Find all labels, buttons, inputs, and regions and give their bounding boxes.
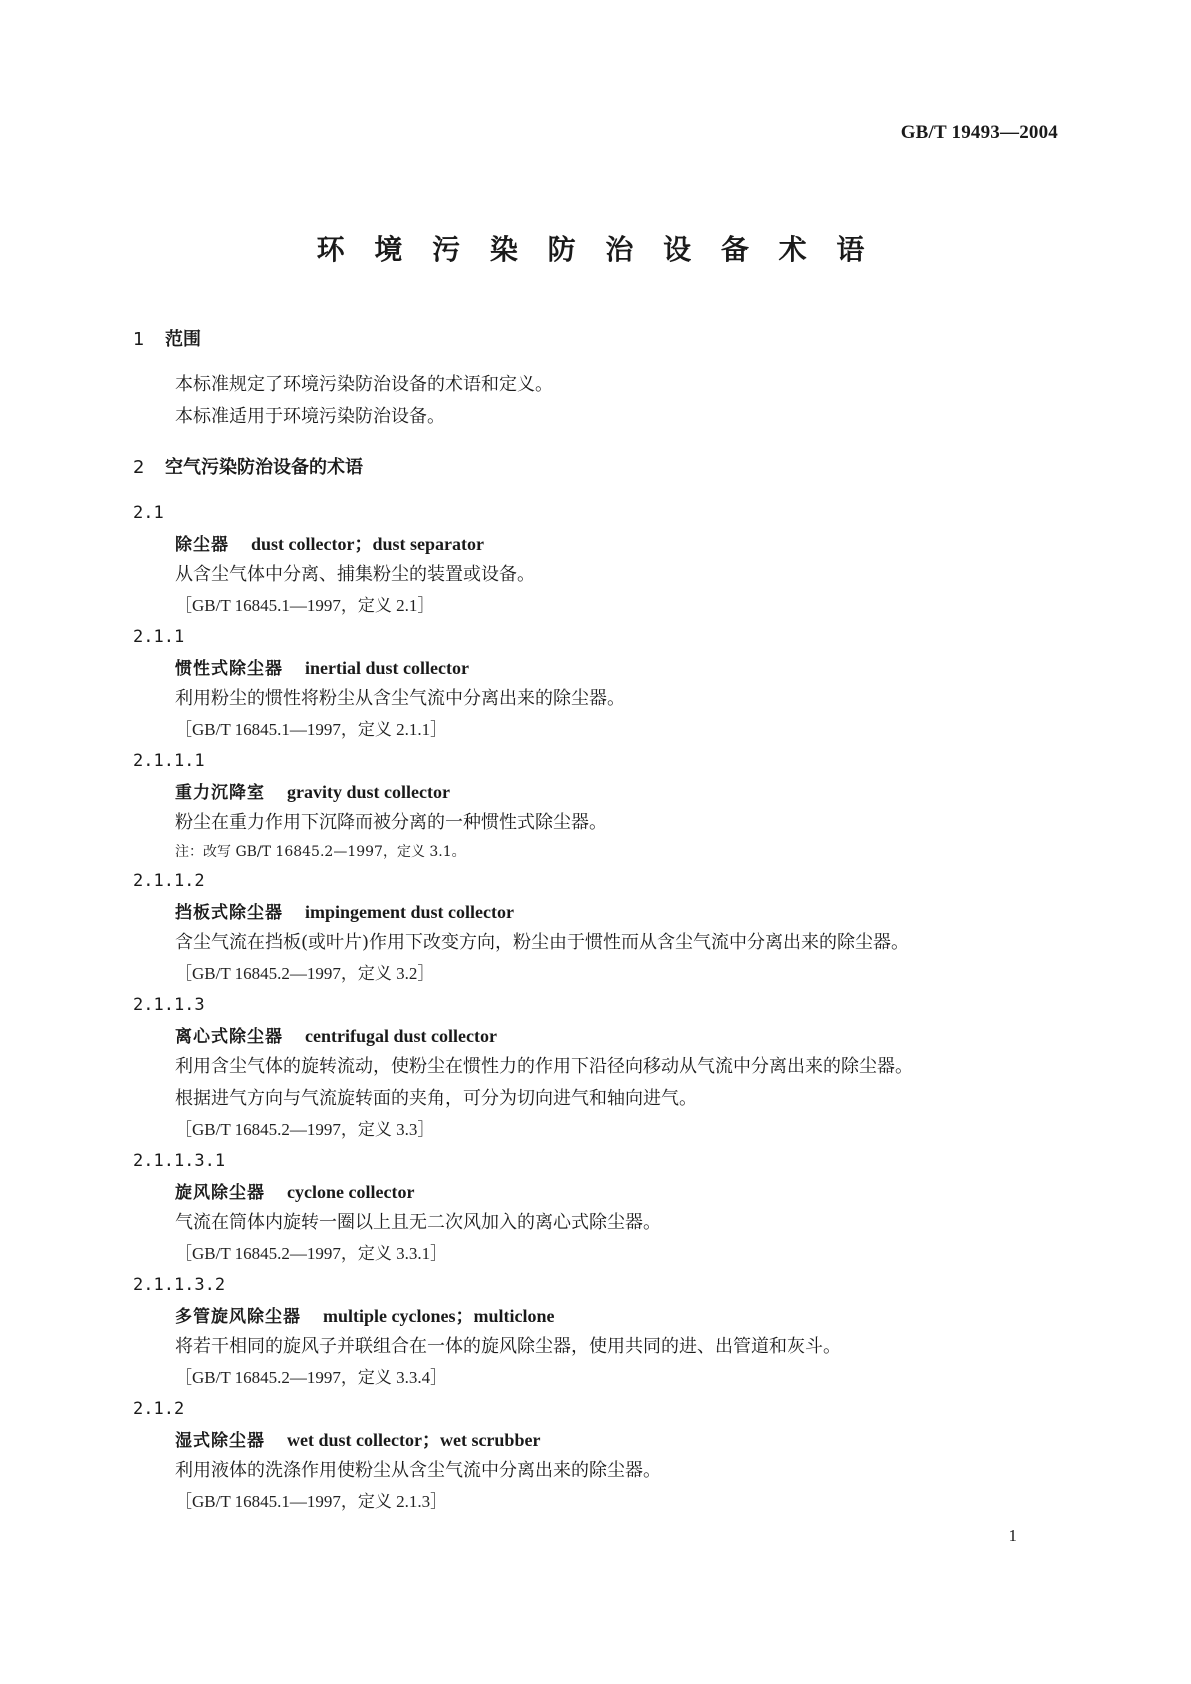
paragraph: 本标准规定了环境污染防治设备的术语和定义。 xyxy=(175,374,553,395)
term-chinese: 离心式除尘器 xyxy=(175,1027,283,1047)
term-line xyxy=(175,529,1191,559)
term-entry xyxy=(0,865,1191,989)
section-title: 空气污染防治设备的术语 xyxy=(165,457,363,478)
term-entry xyxy=(0,1145,1191,1269)
term-english: multiple cyclones；multiclone xyxy=(323,1306,555,1326)
section-number: 2 xyxy=(133,457,145,478)
term-source: ［GB/T 16845.1—1997，定义 2.1.3］ xyxy=(175,1492,448,1511)
term-line xyxy=(175,1425,1191,1455)
term-source: ［GB/T 16845.2—1997，定义 3.3］ xyxy=(175,1120,435,1139)
entry-number: 2.1.1 xyxy=(133,627,185,647)
term-chinese: 惯性式除尘器 xyxy=(175,659,283,679)
entry-number: 2.1.1.2 xyxy=(133,871,205,891)
term-source: ［GB/T 16845.2—1997，定义 3.3.1］ xyxy=(175,1244,448,1263)
entry-number: 2.1.2 xyxy=(133,1399,185,1419)
entry-number: 2.1 xyxy=(133,503,164,523)
term-definition: 利用粉尘的惯性将粉尘从含尘气流中分离出来的除尘器。 xyxy=(175,688,625,709)
section-title: 范围 xyxy=(165,329,201,350)
section-2-heading xyxy=(133,453,1191,483)
term-chinese: 旋风除尘器 xyxy=(175,1183,265,1203)
term-source: ［GB/T 16845.1—1997，定义 2.1］ xyxy=(175,596,435,615)
document-title: 环 境 污 染 防 治 设 备 术 语 xyxy=(316,233,875,266)
standard-number: GB/T 19493—2004 xyxy=(900,122,1058,143)
term-entries xyxy=(0,497,1191,1517)
term-definition: 气流在筒体内旋转一圈以上且无二次风加入的离心式除尘器。 xyxy=(175,1212,661,1233)
term-line xyxy=(175,897,1191,927)
term-chinese: 多管旋风除尘器 xyxy=(175,1307,301,1327)
term-line xyxy=(175,777,1191,807)
term-definition: 利用液体的洗涤作用使粉尘从含尘气流中分离出来的除尘器。 xyxy=(175,1460,661,1481)
term-line xyxy=(175,1301,1191,1331)
term-source: ［GB/T 16845.2—1997，定义 3.2］ xyxy=(175,964,435,983)
entry-number: 2.1.1.1 xyxy=(133,751,205,771)
term-definition: 粉尘在重力作用下沉降而被分离的一种惯性式除尘器。 xyxy=(175,812,607,833)
term-english: centrifugal dust collector xyxy=(305,1026,497,1046)
term-entry xyxy=(0,1393,1191,1517)
entry-number: 2.1.1.3 xyxy=(133,995,205,1015)
term-definition: 利用含尘气体的旋转流动，使粉尘在惯性力的作用下沿径向移动从气流中分离出来的除尘器。 xyxy=(175,1056,913,1077)
section-number: 1 xyxy=(133,329,145,350)
term-entry xyxy=(0,745,1191,865)
term-chinese: 除尘器 xyxy=(175,535,229,555)
term-definition: 含尘气流在挡板(或叶片)作用下改变方向，粉尘由于惯性而从含尘气流中分离出来的除尘器。 xyxy=(175,932,910,953)
term-chinese: 挡板式除尘器 xyxy=(175,903,283,923)
term-english: cyclone collector xyxy=(287,1182,415,1202)
term-line xyxy=(175,1021,1191,1051)
term-entry xyxy=(0,989,1191,1145)
entry-number: 2.1.1.3.2 xyxy=(133,1275,226,1295)
term-definition: 将若干相同的旋风子并联组合在一体的旋风除尘器，使用共同的进、出管道和灰斗。 xyxy=(175,1336,841,1357)
term-english: dust collector；dust separator xyxy=(251,534,484,554)
term-source: ［GB/T 16845.1—1997，定义 2.1.1］ xyxy=(175,720,448,739)
term-chinese: 湿式除尘器 xyxy=(175,1431,265,1451)
section-1-heading xyxy=(133,325,1191,355)
term-entry xyxy=(0,621,1191,745)
term-english: wet dust collector；wet scrubber xyxy=(287,1430,541,1450)
term-english: impingement dust collector xyxy=(305,902,514,922)
term-english: gravity dust collector xyxy=(287,782,450,802)
entry-number: 2.1.1.3.1 xyxy=(133,1151,226,1171)
term-entry xyxy=(0,1269,1191,1393)
term-definition: 从含尘气体中分离、捕集粉尘的装置或设备。 xyxy=(175,564,535,585)
term-definition: 根据进气方向与气流旋转面的夹角，可分为切向进气和轴向进气。 xyxy=(175,1088,697,1109)
term-source: ［GB/T 16845.2—1997，定义 3.3.4］ xyxy=(175,1368,448,1387)
term-entry xyxy=(0,497,1191,621)
term-line xyxy=(175,653,1191,683)
paragraph: 本标准适用于环境污染防治设备。 xyxy=(175,406,445,427)
term-chinese: 重力沉降室 xyxy=(175,783,265,803)
term-line xyxy=(175,1177,1191,1207)
document-body xyxy=(0,325,1191,1517)
term-note: 注：改写 GB/T 16845.2—1997，定义 3.1。 xyxy=(175,844,466,860)
term-english: inertial dust collector xyxy=(305,658,469,678)
page-number: 1 xyxy=(1008,1526,1017,1545)
